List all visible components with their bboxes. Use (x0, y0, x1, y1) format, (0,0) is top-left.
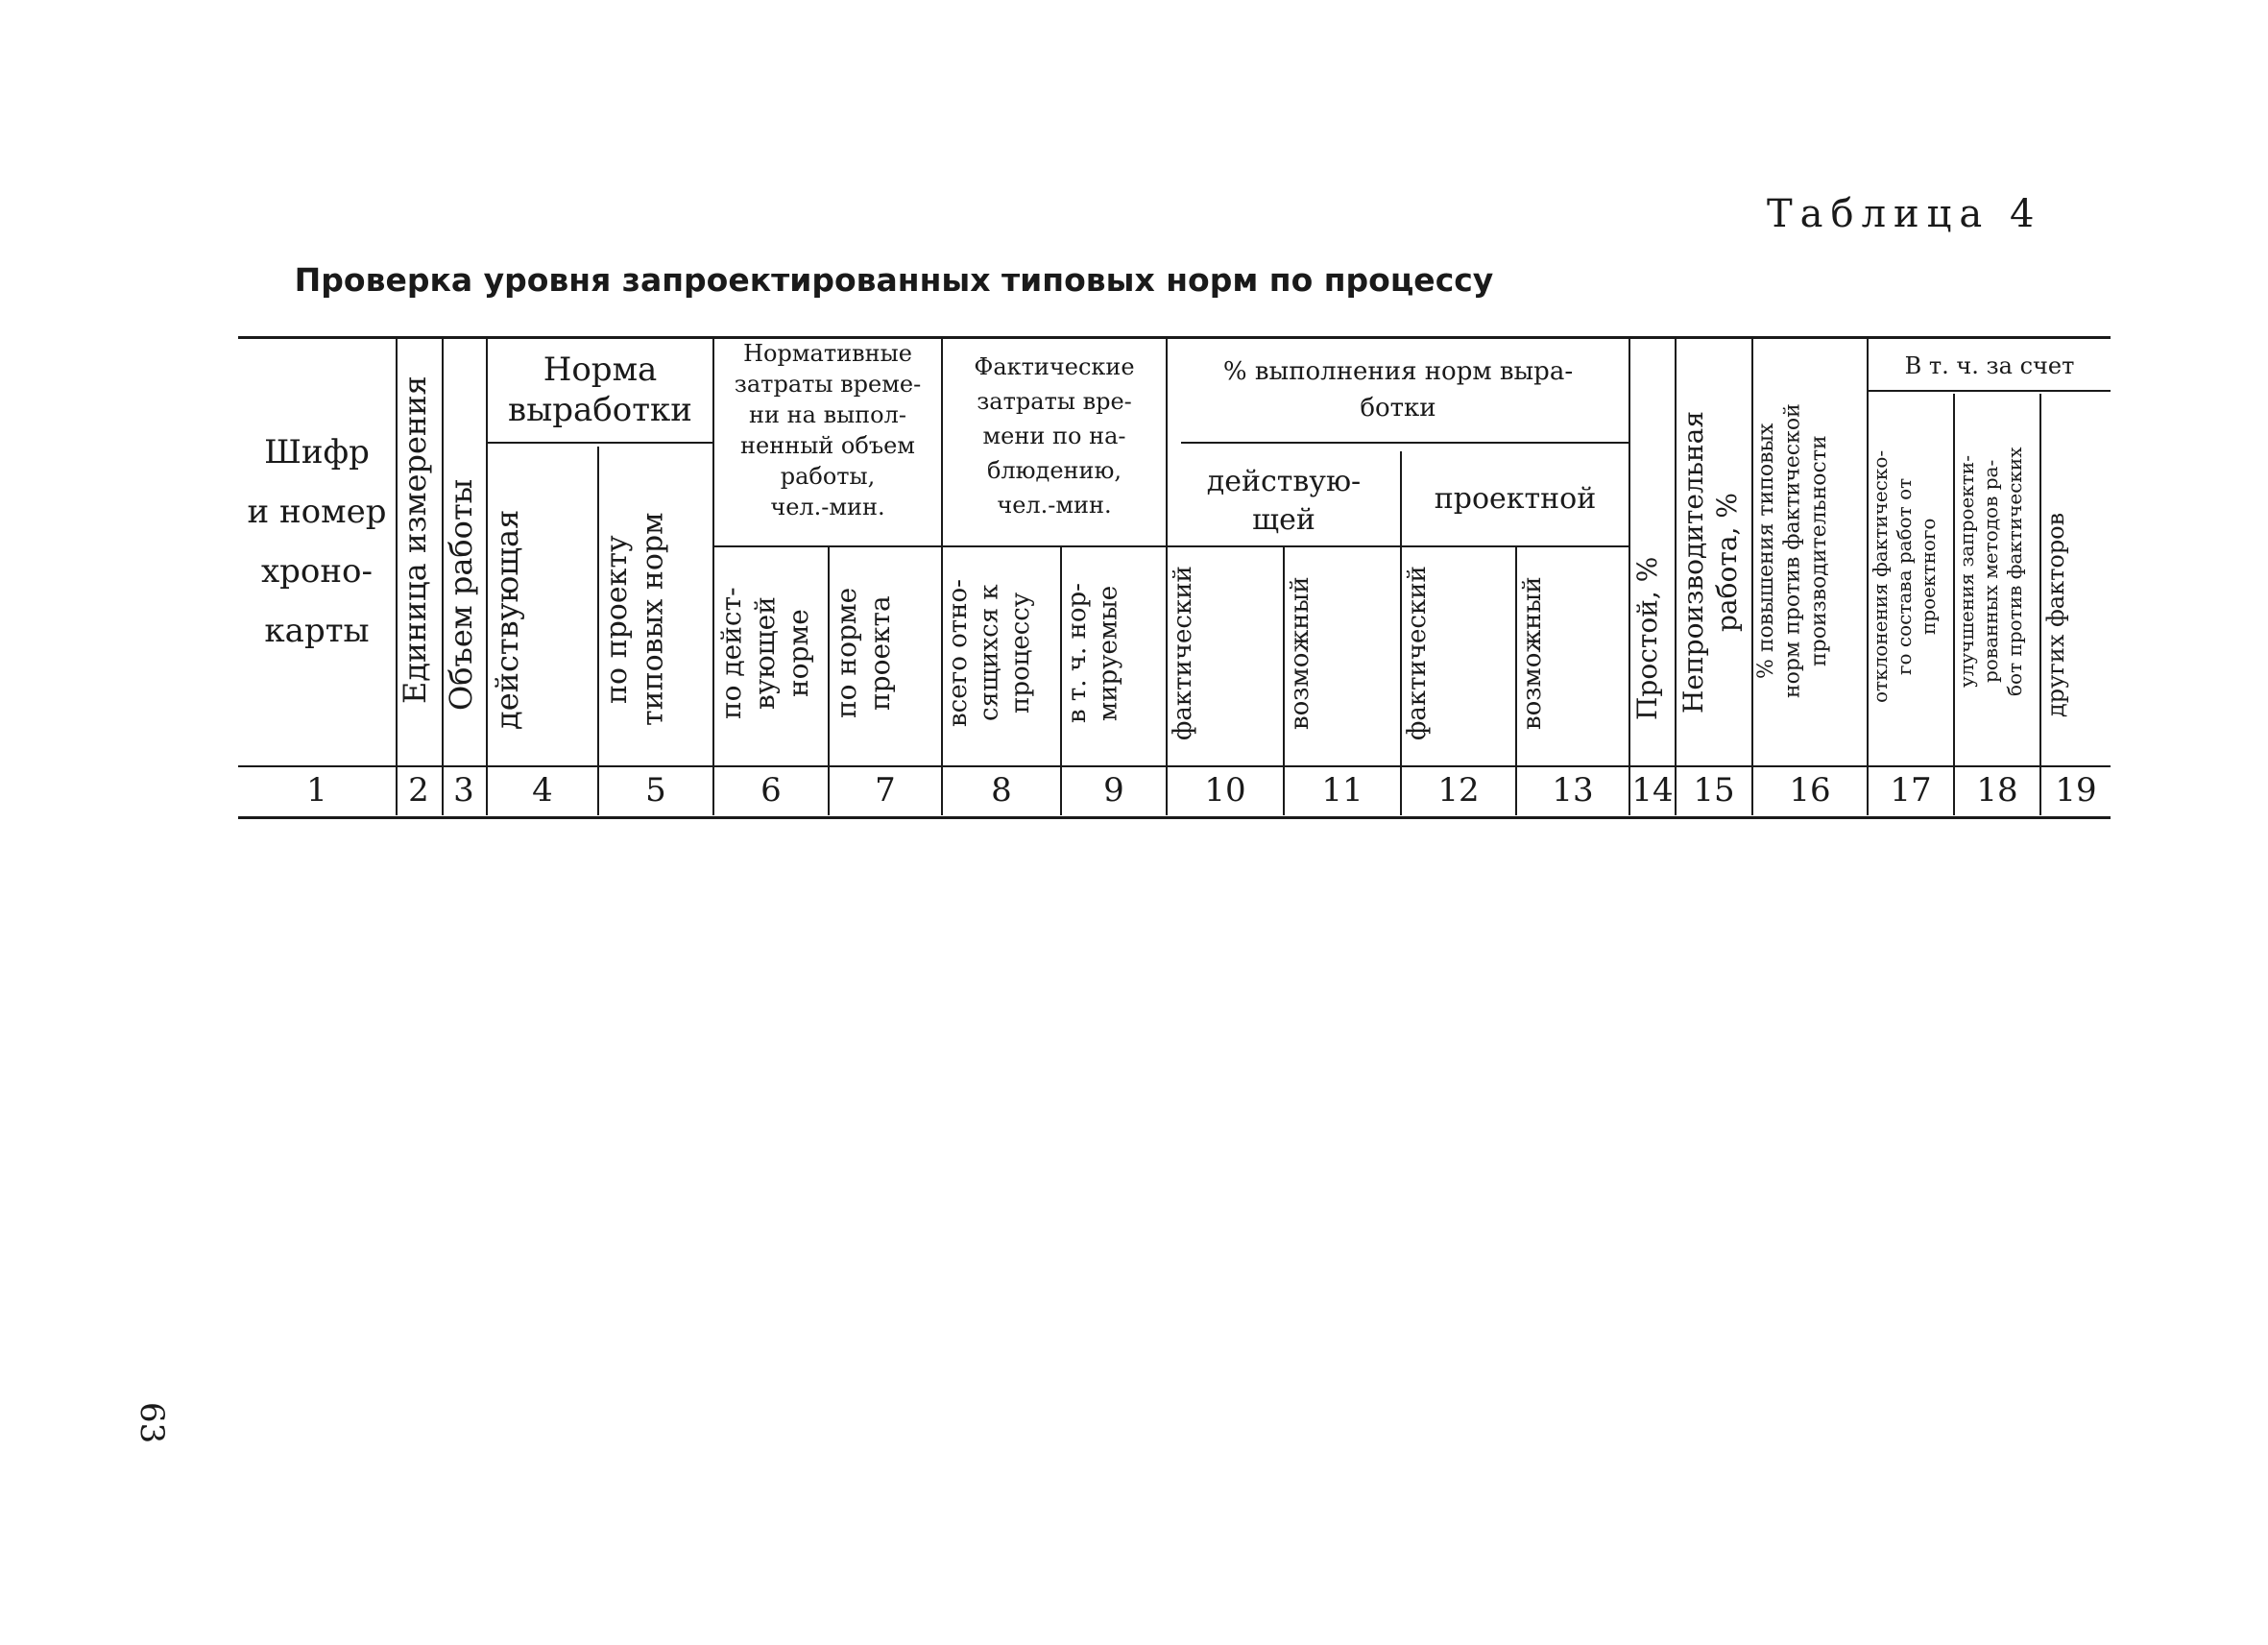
header-deviation: отклонения фактическо- го состава работ от проектного (1869, 449, 1940, 703)
column-number: 14 (1631, 771, 1674, 810)
header-including-group: В т. ч. за счет (1904, 352, 2075, 379)
header-percent-group: % выполнения норм выра- ботки (1222, 357, 1574, 423)
header-by-current-norm: по дейст- вующей норме (715, 587, 814, 719)
header-increase: % повышения типовых норм против фактической производительности (1754, 403, 1831, 699)
column-number: 7 (875, 771, 896, 810)
column-number: 9 (1103, 771, 1124, 810)
column-number: 6 (760, 771, 782, 810)
column-number: 2 (408, 771, 429, 810)
column-number: 8 (991, 771, 1012, 810)
header-bottom-rule (238, 765, 2111, 767)
column-number: 12 (1437, 771, 1480, 810)
header-project-possible: возможный (1518, 576, 1547, 730)
column-number: 4 (532, 771, 553, 810)
group-rule (943, 545, 1166, 547)
bottom-rule (238, 816, 2111, 819)
header-code-number: Шифр и номер хроно- карты (247, 433, 387, 650)
header-total-process: всего отно- сящихся к процессу (944, 579, 1035, 727)
header-unit: Единица измерения (397, 375, 433, 704)
page-title-text: Проверка уровня запроектированных типовых норм по процессу (294, 261, 1494, 299)
header-by-project-norm: по норме проекта (831, 587, 896, 719)
column-number: 13 (1552, 771, 1594, 810)
column-number: 1 (306, 771, 327, 810)
header-project-norm: по проекту типовых норм (600, 512, 670, 727)
table-label: Таблица 4 (1767, 192, 2042, 236)
header-current-possible: возможный (1286, 576, 1315, 730)
column-number: 3 (453, 771, 474, 810)
group-rule (488, 442, 712, 444)
column-number: 15 (1693, 771, 1735, 810)
header-fact-group: Фактические затраты вре- мени по на- блюдению, чел.-мин. (974, 353, 1135, 519)
header-norma-group: Норма выработки (508, 351, 692, 429)
header-normative-group: Нормативные затраты време- ни на выпол- ненный объем работы, чел.-мин. (734, 340, 922, 520)
header-current-actual: фактический (1169, 566, 1197, 740)
column-number: 5 (645, 771, 666, 810)
group-rule (1168, 545, 1629, 547)
column-number: 11 (1321, 771, 1363, 810)
header-unproductive: Непроизводительная работа, % (1677, 411, 1743, 714)
column-number: 17 (1890, 771, 1932, 810)
top-rule (238, 336, 2111, 339)
group-rule (1869, 390, 2111, 392)
header-project-group: проектной (1434, 482, 1597, 516)
column-number: 18 (1976, 771, 2018, 810)
group-rule (714, 545, 941, 547)
header-other: других факторов (2042, 512, 2069, 717)
header-current-group: действую- щей (1206, 465, 1362, 537)
header-improvement: улучшения запроекти- рованных методов ра- бот против фактических (1955, 447, 2026, 696)
column-number: 16 (1789, 771, 1831, 810)
column-number: 19 (2055, 771, 2097, 810)
header-normed: в т. ч. нор- мируемые (1063, 583, 1123, 723)
page-title (0, 261, 2268, 299)
header-volume: Объем работы (443, 478, 479, 711)
column-number: 10 (1204, 771, 1246, 810)
header-current-norm: действующая (489, 509, 525, 730)
page-number: 63 (133, 1402, 171, 1444)
header-downtime: Простой, % (1631, 556, 1663, 721)
header-project-actual: фактический (1403, 566, 1432, 740)
group-rule (1181, 442, 1629, 444)
